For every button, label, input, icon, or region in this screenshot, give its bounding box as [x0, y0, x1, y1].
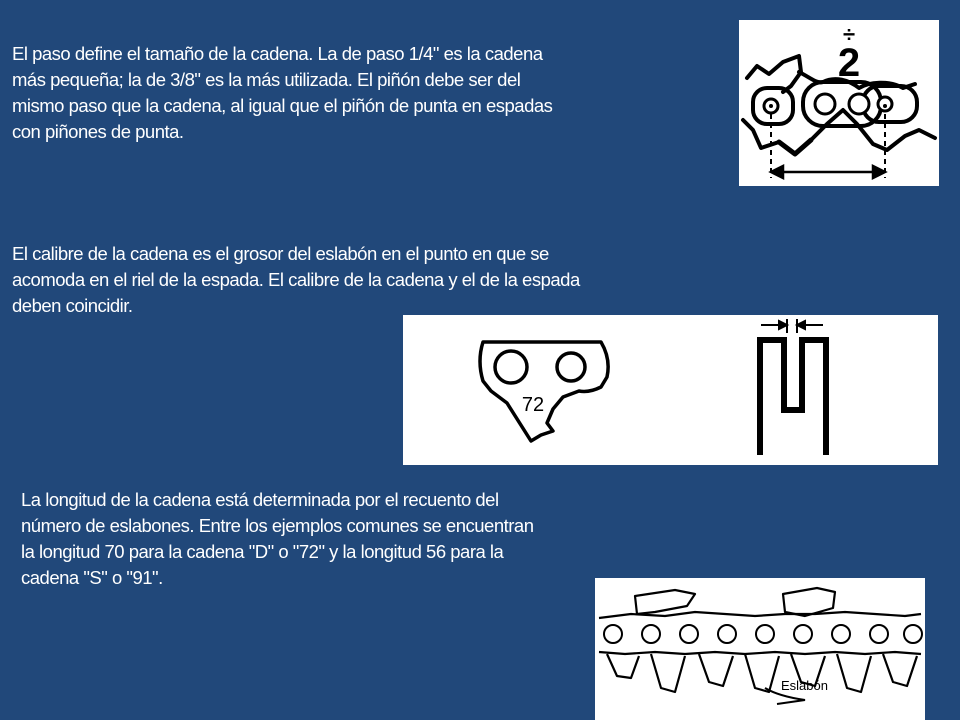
rivet-center-right: [849, 94, 869, 114]
pitch-diagram: [739, 20, 939, 186]
cutter-top-middle: [783, 588, 835, 616]
cutter-top-left: [635, 590, 695, 614]
gauge-line: El calibre de la cadena es el grosor del eslabón en el punto en que se: [12, 243, 549, 264]
chain-rivet: [680, 625, 698, 643]
divide-symbol: ÷: [842, 22, 856, 47]
pitch-arrow-head-right: [873, 166, 885, 178]
pitch-line: mismo paso que la cadena, al igual que el piñón de punta en espadas: [12, 95, 553, 116]
drive-tooth: [651, 654, 685, 692]
chain-lower-edge: [599, 652, 921, 654]
length-line: número de eslabones. Entre los ejemplos comunes se encuentran: [21, 515, 534, 536]
pitch-line: más pequeña; la de 3/8" es la más utilizada. El piñón debe ser del: [12, 69, 521, 90]
length-line: la longitud 70 para la cadena "D" o "72" y la longitud 56 para la: [21, 541, 504, 562]
drive-tooth: [745, 654, 779, 692]
gauge-arrow-right-head: [797, 321, 805, 329]
drive-tooth: [699, 654, 733, 686]
link-number: 72: [521, 394, 545, 416]
length-line: cadena "S" o "91".: [21, 567, 163, 588]
chain-rivet: [756, 625, 774, 643]
drive-link-rivet-left: [495, 351, 527, 383]
drive-tooth: [837, 654, 871, 692]
divisor-number: 2: [837, 41, 861, 85]
pitch-paragraph: [12, 41, 712, 145]
drive-tang-right: [799, 337, 805, 413]
chain-rivet: [794, 625, 812, 643]
chain-rivet: [604, 625, 622, 643]
chain-rivet: [642, 625, 660, 643]
chain-length-diagram-svg: [595, 578, 925, 720]
chain-rivet: [904, 625, 922, 643]
bar-rail-left: [757, 337, 763, 455]
gauge-arrow-left-head: [779, 321, 787, 329]
drive-tang-bottom: [781, 407, 805, 413]
length-paragraph: [21, 487, 661, 591]
gauge-line: deben coincidir.: [12, 295, 133, 316]
chain-rivet: [832, 625, 850, 643]
link-label: Eslabón: [781, 678, 828, 693]
drive-tooth: [883, 654, 917, 686]
gauge-paragraph: [12, 241, 732, 319]
pitch-line: El paso define el tamaño de la cadena. La de paso 1/4" es la cadena: [12, 43, 543, 64]
drive-tang-left: [781, 337, 787, 413]
pitch-line: con piñones de punta.: [12, 121, 184, 142]
gauge-diagram-svg: [403, 315, 938, 465]
pitch-diagram-svg: [739, 20, 939, 186]
length-line: La longitud de la cadena está determinada por el recuento del: [21, 489, 499, 510]
sprocket-fill-left: [779, 140, 811, 154]
chain-rivet: [718, 625, 736, 643]
gauge-line: acomoda en el riel de la espada. El calibre de la cadena y el de la espada: [12, 269, 580, 290]
drive-tooth: [607, 654, 639, 678]
drive-link-rivet-right: [557, 353, 585, 381]
chain-length-diagram: [595, 578, 925, 720]
chain-rivet: [870, 625, 888, 643]
pitch-arrow-head-left: [771, 166, 783, 178]
rivet-center-left: [815, 94, 835, 114]
bar-rail-right: [823, 337, 829, 455]
gauge-diagram: [403, 315, 938, 465]
